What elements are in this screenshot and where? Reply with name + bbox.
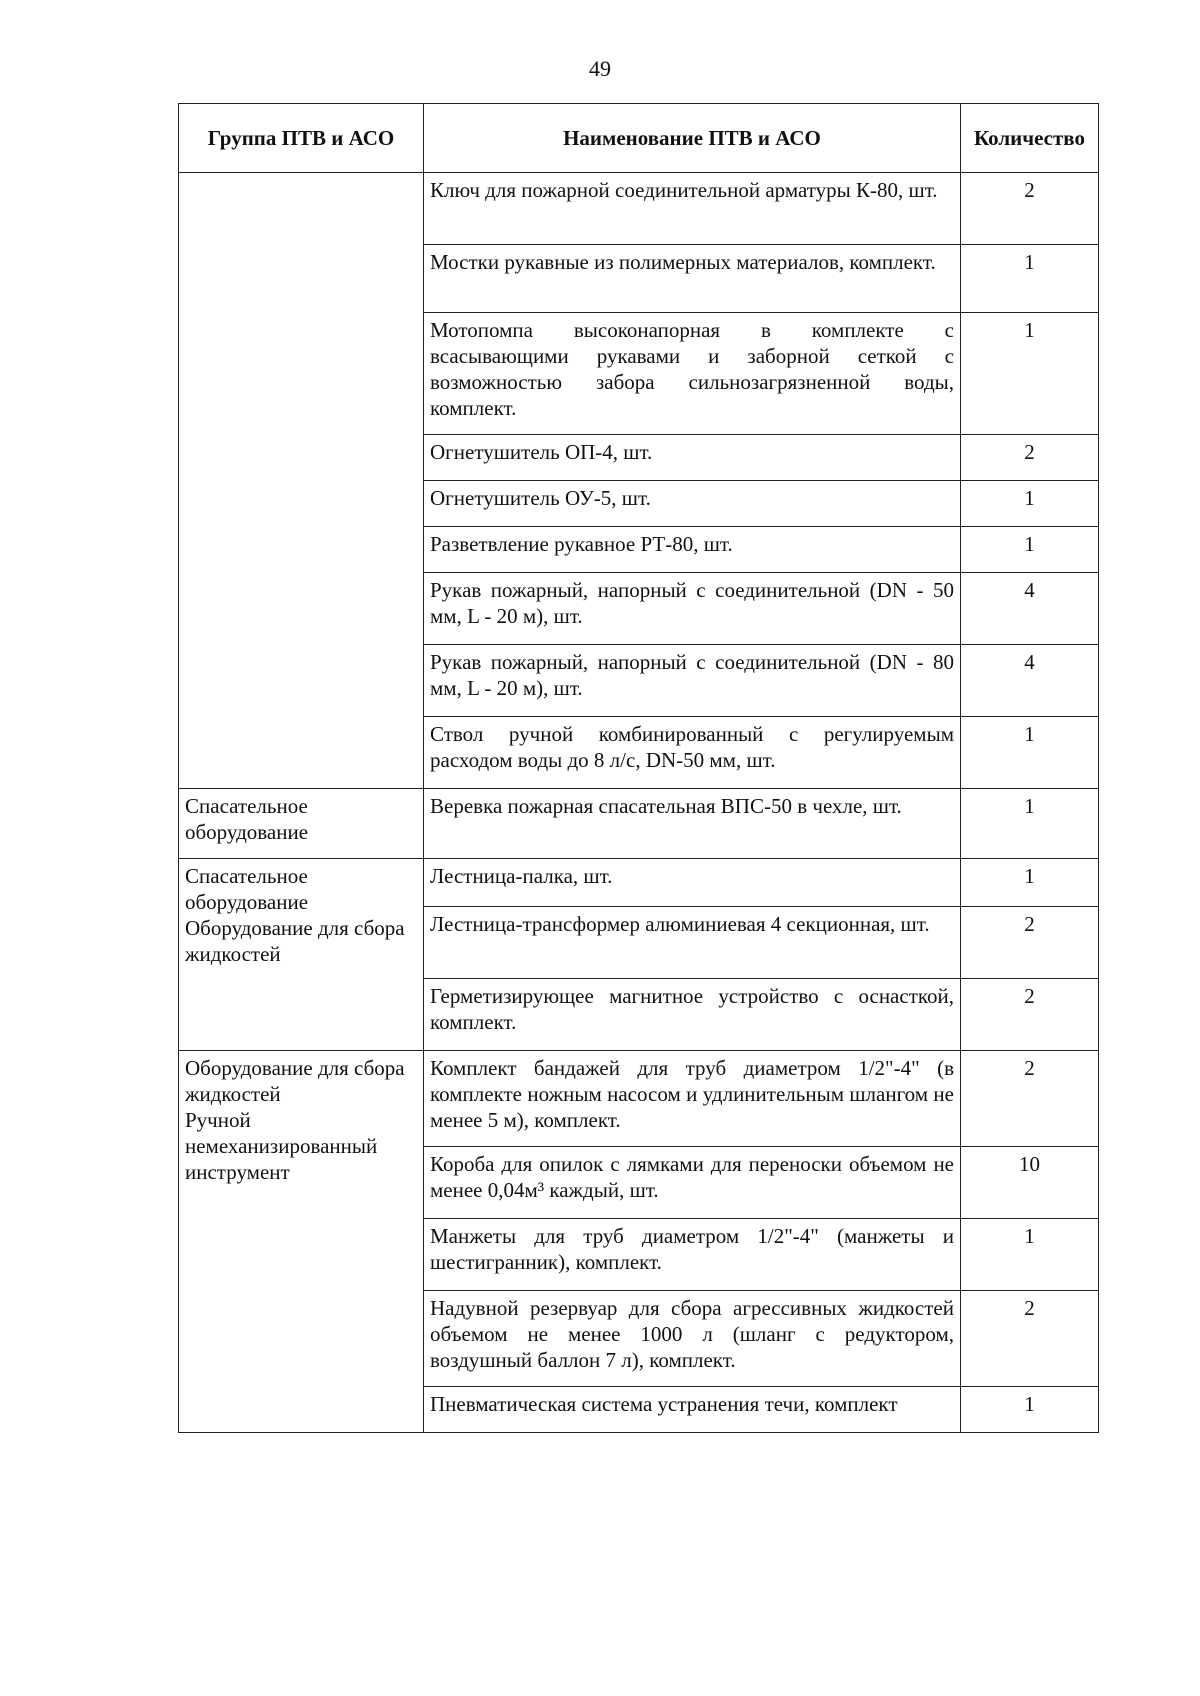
item-name-cell: Короба для опилок с лямками для переноски объемом не менее 0,04м³ каждый, шт. (424, 1147, 961, 1219)
item-name-cell: Огнетушитель ОП-4, шт. (424, 435, 961, 481)
group-label-line: Спасательное (185, 864, 308, 888)
group-label-line: оборудование (185, 890, 309, 914)
group-cell (179, 173, 424, 789)
item-qty-cell: 2 (961, 979, 1099, 1051)
page-number: 49 (589, 56, 611, 81)
group-label-line: Спасательное (185, 794, 308, 818)
group-cell (179, 789, 424, 859)
group-cell (179, 1051, 424, 1433)
item-qty-cell: 10 (961, 1147, 1099, 1219)
table-row (179, 1051, 1099, 1147)
item-name-cell: Веревка пожарная спасательная ВПС-50 в чехле, шт. (424, 789, 961, 859)
item-qty-cell: 1 (961, 1387, 1099, 1433)
item-name-cell: Лестница-трансформер алюминиевая 4 секционная, шт. (424, 907, 961, 979)
table-body (179, 173, 1099, 1433)
item-qty-cell: 1 (961, 481, 1099, 527)
item-qty-cell: 4 (961, 645, 1099, 717)
item-name-cell: Огнетушитель ОУ-5, шт. (424, 481, 961, 527)
item-name-cell: Пневматическая система устранения течи, комплект (424, 1387, 961, 1433)
item-name-cell: Надувной резервуар для сбора агрессивных жидкостей объемом не менее 1000 л (шланг с редуктором, воздушный баллон 7 л), комплект. (424, 1291, 961, 1387)
group-label-line: Оборудование для сбора (185, 1056, 405, 1080)
group-label-line: оборудование (185, 820, 309, 844)
group-label-line: жидкостей (185, 1082, 281, 1106)
item-name-cell: Ключ для пожарной соединительной арматуры К-80, шт. (424, 173, 961, 245)
group-label-line: Оборудование для сбора (185, 916, 405, 940)
item-name-cell: Герметизирующее магнитное устройство с оснасткой, комплект. (424, 979, 961, 1051)
header-name: Наименование ПТВ и АСО (424, 104, 961, 173)
item-qty-cell: 1 (961, 789, 1099, 859)
item-name-cell: Рукав пожарный, напорный с соединительной (DN - 50 мм, L - 20 м), шт. (424, 573, 961, 645)
item-qty-cell: 4 (961, 573, 1099, 645)
table-row (179, 173, 1099, 245)
item-name-cell: Разветвление рукавное РТ-80, шт. (424, 527, 961, 573)
item-name-cell: Лестница-палка, шт. (424, 859, 961, 907)
item-qty-cell: 2 (961, 435, 1099, 481)
item-qty-cell: 1 (961, 1219, 1099, 1291)
item-name-cell: Мостки рукавные из полимерных материалов, комплект. (424, 245, 961, 313)
table-row (179, 859, 1099, 907)
item-qty-cell: 1 (961, 313, 1099, 435)
item-qty-cell: 1 (961, 245, 1099, 313)
item-name-cell: Ствол ручной комбинированный с регулируемым расходом воды до 8 л/с, DN-50 мм, шт. (424, 717, 961, 789)
equipment-table (178, 103, 1099, 1433)
header-group: Группа ПТВ и АСО (179, 104, 424, 173)
item-qty-cell: 1 (961, 717, 1099, 789)
group-label-line: Ручной (185, 1108, 251, 1132)
item-name-cell: Рукав пожарный, напорный с соединительной (DN - 80 мм, L - 20 м), шт. (424, 645, 961, 717)
table-row (179, 789, 1099, 859)
item-qty-cell: 2 (961, 907, 1099, 979)
item-qty-cell: 2 (961, 1051, 1099, 1147)
table-header-row (179, 104, 1099, 173)
group-cell (179, 859, 424, 1051)
item-name-cell: Манжеты для труб диаметром 1/2"-4" (манжеты и шестигранник), комплект. (424, 1219, 961, 1291)
item-qty-cell: 2 (961, 1291, 1099, 1387)
header-qty: Количество (961, 104, 1099, 173)
group-label-line: инструмент (185, 1160, 290, 1184)
item-qty-cell: 1 (961, 527, 1099, 573)
group-label-line: жидкостей (185, 942, 281, 966)
group-label-line: немеханизированный (185, 1134, 378, 1158)
item-name-cell: Мотопомпа высоконапорная в комплекте с всасывающими рукавами и заборной сеткой с возможностью забора сильнозагрязненной воды, комплект. (424, 313, 961, 435)
item-name-cell: Комплект бандажей для труб диаметром 1/2"-4" (в комплекте ножным насосом и удлинительным шлангом не менее 5 м), комплект. (424, 1051, 961, 1147)
item-qty-cell: 1 (961, 859, 1099, 907)
item-qty-cell: 2 (961, 173, 1099, 245)
